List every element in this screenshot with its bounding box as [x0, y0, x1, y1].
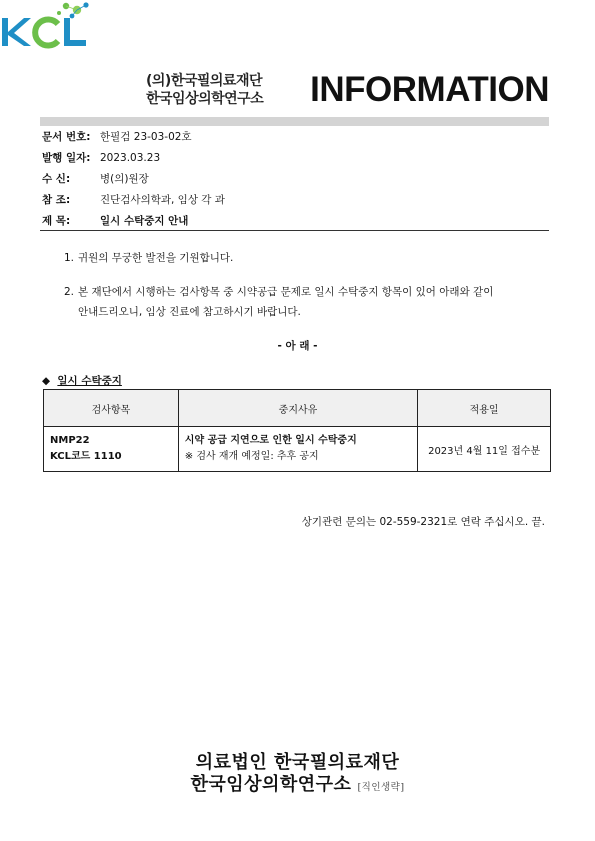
- meta-value: 2023.03.23: [100, 152, 161, 164]
- meta-label: 발행 일자:: [42, 152, 91, 164]
- meta-value: 일시 수탁중지 안내: [100, 215, 189, 227]
- paragraph-number: 2.: [64, 286, 75, 298]
- meta-label: 문서 번호:: [42, 131, 91, 143]
- meta-divider: [40, 230, 549, 231]
- meta-subject: [42, 213, 188, 228]
- org-name-line2: 한국임상의학연구소: [146, 91, 264, 107]
- kcl-code: KCL코드 1110: [50, 451, 122, 462]
- contact-line: 상기관련 문의는 02-559-2321로 연락 주십시오. 끝.: [301, 516, 545, 528]
- footer-org-line1: 의료법인 한국필의료재단: [195, 752, 400, 773]
- section-heading: [42, 373, 122, 388]
- suspension-table: [43, 389, 551, 472]
- document-title: INFORMATION: [310, 70, 549, 109]
- meta-reference: [42, 192, 225, 207]
- footer-org-line2: [0, 770, 595, 796]
- meta-label: 제 목:: [42, 215, 71, 227]
- table-header-row: [44, 390, 551, 427]
- column-header-item: 검사항목: [44, 390, 179, 427]
- paragraph-number: 1.: [64, 252, 75, 264]
- section-divider-text: - 아 래 -: [277, 340, 318, 352]
- meta-issue-date: [42, 150, 160, 165]
- meta-label: 참 조:: [42, 194, 71, 206]
- seal-omitted-note: [직인생략]: [357, 782, 405, 793]
- meta-recipient: [42, 171, 149, 186]
- meta-value: 한필검 23-03-02호: [100, 131, 192, 143]
- cell-item: [44, 427, 179, 472]
- meta-doc-number: [42, 129, 192, 144]
- paragraph-1: [64, 248, 552, 268]
- test-code: NMP22: [50, 435, 90, 446]
- column-header-reason: 중지사유: [178, 390, 417, 427]
- paragraph-2: [64, 282, 552, 322]
- paragraph-text: 귀원의 무궁한 발전을 기원합니다.: [78, 252, 234, 264]
- table-row: [44, 427, 551, 472]
- meta-label: 수 신:: [42, 173, 71, 185]
- meta-value: 병(의)원장: [100, 173, 149, 185]
- diamond-icon: ◆: [42, 375, 51, 387]
- cell-date: 2023년 4월 11일 접수분: [418, 427, 551, 472]
- meta-value: 진단검사의학과, 임상 각 과: [100, 194, 225, 206]
- reason-note: ※ 검사 재개 예정일: 추후 공지: [184, 451, 319, 462]
- column-header-date: 적용일: [418, 390, 551, 427]
- paragraph-text: 본 재단에서 시행하는 검사항목 중 시약공급 문제로 일시 수탁중지 항목이 있어 아래와 같이: [78, 286, 494, 298]
- footer-org-name: 한국임상의학연구소: [190, 774, 352, 795]
- cell-reason: [178, 427, 417, 472]
- reason-text: 시약 공급 지연으로 인한 일시 수탁중지: [184, 435, 357, 446]
- kcl-logo: [0, 0, 100, 50]
- org-name-line1: (의)한국필의료재단: [146, 73, 262, 89]
- paragraph-text-continued: 안내드리오니, 임상 진료에 참고하시기 바랍니다.: [78, 306, 301, 318]
- section-title: 일시 수탁중지: [57, 375, 122, 387]
- header-divider: [40, 117, 549, 126]
